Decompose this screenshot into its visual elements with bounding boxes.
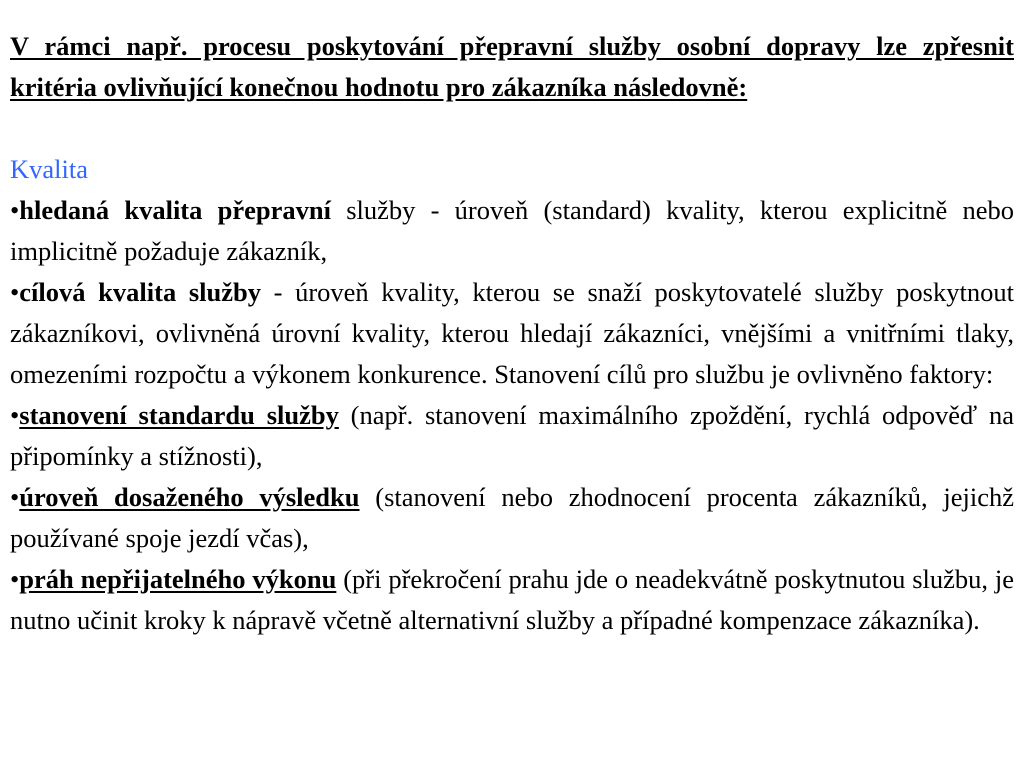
bullet-term: práh nepřijatelného výkonu — [19, 564, 337, 594]
bullet-item-sought-quality — [10, 190, 1014, 272]
section-heading: Kvalita — [10, 154, 88, 184]
intro-paragraph: V rámci např. procesu poskytování přepravní služby osobní dopravy lze zpřesnit kritéria ovlivňující konečnou hodnotu pro zákazníka následovně: — [10, 31, 1014, 102]
bullet-text: (např. stanovení maximálního zpoždění, rychlá odpověď na připomínky a stížnosti), — [10, 400, 1014, 471]
bullet-term: hledaná kvalita přepravní — [19, 195, 331, 225]
bullet-item-achieved-result — [10, 477, 1014, 559]
bullet-icon: • — [10, 564, 20, 594]
bullet-icon: • — [10, 400, 20, 430]
bullet-icon: • — [10, 277, 20, 307]
bullet-icon: • — [10, 482, 20, 512]
bullet-text: služby - úroveň (standard) kvality, kterou explicitně nebo implicitně požaduje zákazník, — [10, 195, 1014, 266]
bullet-term: cílová kvalita služby — [19, 277, 261, 307]
bullet-icon: • — [10, 195, 20, 225]
bullet-item-target-quality — [10, 272, 1014, 395]
bullet-text: (při překročení prahu jde o neadekvátně poskytnutou službu, je nutno učinit kroky k nápravě včetně alternativní služby a případné kompenzace zákazníka). — [10, 564, 1015, 635]
spacer — [10, 108, 1014, 149]
bullet-item-service-standard — [10, 395, 1014, 477]
bullet-text: - úroveň kvality, kterou se snaží poskytovatelé služby poskytnout zákazníkovi, ovlivněná úrovní kvality, kterou hledají zákazníci, vnějšími a vnitřními tlaky, omezeními rozpočtu a výkonem konkurence. Stanovení cílů pro službu je ovlivněno faktory: — [10, 277, 1014, 389]
slide-content — [10, 26, 1014, 641]
bullet-term: stanovení standardu služby — [19, 400, 339, 430]
bullet-term: úroveň dosaženého výsledku — [19, 482, 360, 512]
bullet-item-performance-threshold — [10, 559, 1014, 641]
bullet-text: (stanovení nebo zhodnocení procenta zákazníků, jejichž používané spoje jezdí včas), — [10, 482, 1014, 553]
